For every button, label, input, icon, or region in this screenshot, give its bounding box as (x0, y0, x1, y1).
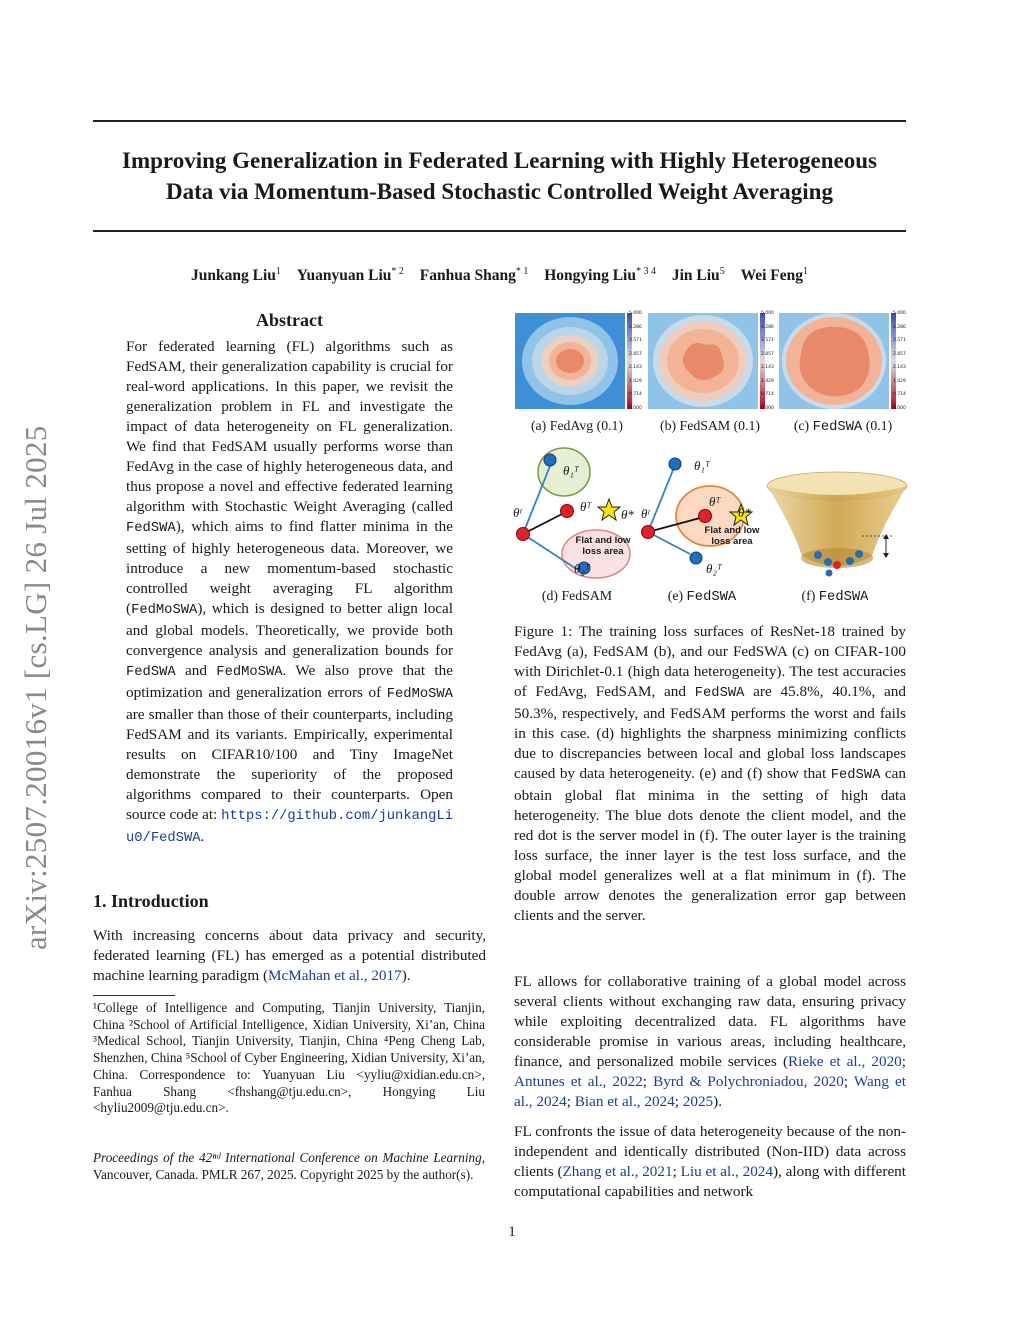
citation-link[interactable]: 2025 (682, 1093, 714, 1110)
title-line-2: Data via Momentum-Based Stochastic Controlled Weight Averaging (166, 179, 833, 204)
arxiv-stamp: arXiv:2507.20016v1 [cs.LG] 26 Jul 2025 (18, 425, 53, 950)
affiliation-footnote: ¹College of Intelligence and Computing, Tianjin University, Tianjin, China ²School of Artificial Intelligence, Xidian University, Xi’an, China ³Medical School, Tianjin University, Tianjin, China ⁴Peng Cheng Lab, Shenzhen, China ⁵School of Cyber Engineering, Xidian University, Xi’an, China. Correspondence to: Yuanyuan Liu <yyliu@xidian.edu.cn>, Fanhua Shang <fhshang@tju.edu.cn>, Hongying Liu <hyliu2009@tju.edu.cn>. (93, 1000, 485, 1116)
abstract-body: For federated learning (FL) algorithms such as FedSAM, their generalization capability is crucial for real-word applications. In this paper, we revisit the generalization problem in FL and investigate the impact of data heterogeneity on FL generalization. We find that FedSAM usually performs worse than FedAvg in the case of highly heterogeneous data, and thus propose a novel and effective federated learning algorithm with Stochastic Weight Averaging (called FedSWA), which aims to find flatter minima in the setting of highly heterogeneous data. Moreover, we introduce a new momentum-based stochastic controlled weight averaging FL algorithm (FedMoSWA), which is designed to better align local and global models. Theoretically, we provide both convergence analysis and generalization bounds for FedSWA and FedMoSWA. We also prove that the optimization and generalization errors of FedMoSWA are smaller than those of their counterparts, including FedSAM and its variants. Empirically, experimental results on CIFAR10/100 and Tiny ImageNet demonstrate the superiority of the proposed algorithms compared to their counterparts. Open source code at: https://github.com/junkangLiu0/FedSWA. (126, 338, 453, 846)
author: Fanhua Shang$^{* 1}$ (419, 266, 529, 285)
top-rule (93, 120, 906, 122)
heatmap-fedswa (779, 311, 909, 411)
figure-caption: Figure 1: The training loss surfaces of ResNet-18 trained by FedAvg (a), FedSAM (b), and our FedSWA (c) on CIFAR-100 with Dirichlet-0.1 (high data heterogeneity). The test accuracies of FedAvg, FedSAM, and FedSWA are 45.8%, 40.1%, and 50.3%, respectively, and FedSAM performs the worst and fails in this case. (d) highlights the sharpness minimizing conflicts due to discrepancies between local and global loss landscapes caused by data heterogeneity. (e) and (f) show that FedSWA can obtain global flat minima in the setting of high data heterogeneity. The blue dots denote the client model, and the red dot is the server model in (f). The outer layer is the training loss surface, the inner layer is the test loss surface, and the global model generalizes well at a flat minimum in (f). The double arrow denotes the generalization error gap between clients and the server. (514, 623, 906, 924)
right-paragraph-1: FL allows for collaborative training of a global model across several clients without exchanging raw data, ensuring privacy while exploiting decentralized data. FL algorithms have considerable promise in various areas, including healthcare, finance, and personalized mobile services (Rieke et al., 2020; Antunes et al., 2022; Byrd & Polychroniadou, 2020; Wang et al., 2024; Bian et al., 2024; 2025). (514, 973, 906, 1110)
citation-link[interactable]: Antunes et al., 2022 (514, 1073, 643, 1090)
subcaption-b: (b) FedSAM (0.1) (659, 418, 761, 433)
right-paragraph-2: FL confronts the issue of data heterogeneity because of the non-independent and identically distributed (Non-IID) data across clients (Zhang et al., 2021; Liu et al., 2024), along with different computational capabilities and network (514, 1123, 906, 1200)
flat-area-label: Flat and low loss area (575, 535, 631, 557)
title-line-1: Improving Generalization in Federated Learning with Highly Heterogeneous (122, 148, 877, 173)
intro-paragraph: With increasing concerns about data privacy and security, federated learning (FL) has emerged as a potential distributed machine learning paradigm (McMahan et al., 2017). (93, 927, 486, 984)
colorbar-ticks: 5.000 4.286 3.571 2.857 2.143 1.429 0.714 0.000 (893, 311, 906, 411)
code-link[interactable]: https://github.com/junkangLiu0/FedSWA (126, 809, 453, 846)
citation-link[interactable]: McMahan et al., 2017 (268, 967, 402, 984)
colorbar-ticks: 5.000 4.286 3.571 2.857 2.143 1.429 0.714 0.000 (629, 311, 642, 411)
label-theta-star: θ* (738, 505, 751, 520)
author: Hongying Liu$^{* 3 4}$ (544, 266, 656, 285)
abstract-heading: Abstract (256, 310, 323, 330)
label-theta-2T: θ₂ᵀ (706, 561, 722, 576)
subcaption-a: (a) FedAvg (0.1) (530, 418, 624, 433)
citation-link[interactable]: Rieke et al., 2020 (788, 1053, 902, 1070)
label-theta-1T: θ₁ᵀ (563, 463, 579, 478)
author: Junkang Liu$^1$ (191, 266, 281, 285)
paper-title (93, 145, 906, 207)
citation-link[interactable]: Zhang et al., 2021 (562, 1163, 673, 1180)
label-theta-1T: θ₁ᵀ (694, 458, 710, 473)
label-theta-star: θ* (621, 507, 634, 522)
author: Jin Liu$^5$ (671, 266, 725, 285)
diagram-loss-funnel (762, 466, 912, 584)
label-theta-T: θᵀ (709, 494, 721, 509)
label-theta-t: θᵗ (513, 505, 522, 520)
title-bottom-rule (93, 230, 906, 232)
heatmap-fedsam (648, 311, 778, 411)
citation-link[interactable]: Liu et al., 2024 (680, 1163, 773, 1180)
colorbar-ticks: 5.000 4.286 3.571 2.857 2.143 1.429 0.714 0.000 (761, 311, 774, 411)
subcaption-c: (c) FedSWA (0.1) (793, 418, 893, 435)
page-number: 1 (508, 1224, 516, 1240)
flat-area-label: Flat and low loss area (704, 525, 760, 547)
footnote-rule (93, 995, 175, 996)
label-theta-2T: θ₂ᵀ (574, 561, 590, 576)
heatmap-fedavg (515, 311, 645, 411)
author: Wei Feng$^1$ (740, 266, 808, 285)
label-theta-T: θᵀ (580, 499, 592, 514)
citation-link[interactable]: Bian et al., 2024 (574, 1093, 675, 1110)
citation-link[interactable]: Wang et al., 2024 (514, 1073, 906, 1110)
subcaption-d: (d) FedSAM (541, 588, 613, 603)
intro-heading: 1. Introduction (93, 891, 209, 911)
subcaption-e: (e) FedSWA (667, 588, 737, 605)
author-list (93, 266, 906, 285)
author: Yuanyuan Liu$^{* 2}$ (296, 266, 404, 285)
subcaption-f: (f) FedSWA (801, 588, 869, 605)
proceedings-note: Proceedings of the 42ⁿᵈ International Conference on Machine Learning, Vancouver, Canada. PMLR 267, 2025. Copyright 2025 by the author(s). (93, 1150, 485, 1182)
citation-link[interactable]: Byrd & Polychroniadou, 2020 (653, 1073, 844, 1090)
label-theta-t: θᵗ (641, 506, 650, 521)
